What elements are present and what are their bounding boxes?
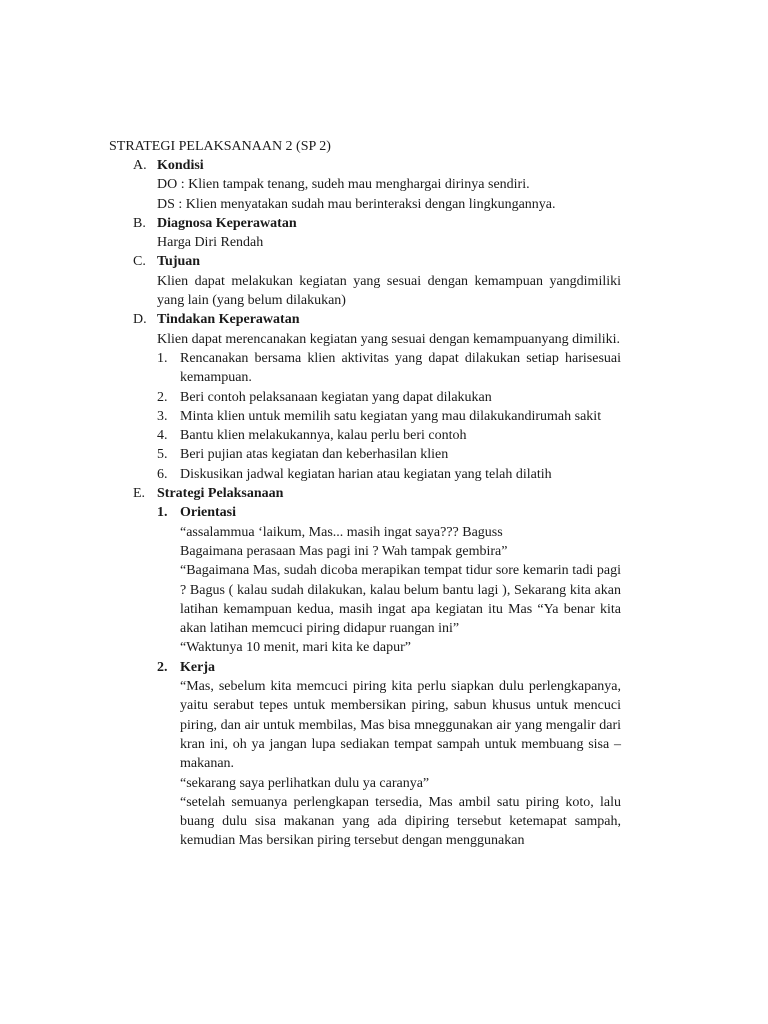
- subsection-number: 2.: [157, 659, 168, 675]
- section-heading: Tujuan: [157, 254, 201, 270]
- list-text: Beri contoh pelaksanaan kegiatan yang dapat dilakukan: [180, 389, 492, 405]
- section-d-header: [133, 310, 621, 329]
- kondisi-do: DO : Klien tampak tenang, sudeh mau menghargai dirinya sendiri.: [157, 177, 530, 193]
- orientasi-paragraph: “Bagaimana Mas, sudah dicoba merapikan tempat tidur sore kemarin tadi pagi ? Bagus ( kalau sudah dilakukan, kalau belum bantu lagi ), Sekarang kita akan latihan kemampuan kedua, masih ingat apa kegiatan itu Mas “Ya benar kita akan latihan memcuci piring didapur ruangan ini”: [180, 563, 621, 637]
- kerja-paragraph: “setelah semuanya perlengkapan tersedia, Mas ambil satu piring koto, lalu buang dulu sisa makanan yang ada dipiring tersebut ketemapat sampah, kemudian Mas bersikan piring tersebut dengan menggunakan: [180, 794, 621, 849]
- list-number: 6.: [157, 466, 168, 482]
- diagnosa-text: Harga Diri Rendah: [157, 235, 264, 251]
- subsection-orientasi-header: [157, 503, 621, 522]
- section-label: C.: [133, 254, 146, 270]
- list-text: Minta klien untuk memilih satu kegiatan yang mau dilakukandirumah sakit: [180, 408, 602, 424]
- section-c-header: [133, 252, 621, 271]
- list-item: [157, 349, 621, 388]
- list-number: 2.: [157, 389, 168, 405]
- list-number: 3.: [157, 408, 168, 424]
- orientasi-paragraph: “Waktunya 10 menit, mari kita ke dapur”: [180, 640, 411, 656]
- subsection-heading: Orientasi: [180, 505, 236, 521]
- list-number: 5.: [157, 447, 168, 463]
- page-title: STRATEGI PELAKSANAAN 2 (SP 2): [109, 139, 331, 154]
- subsection-heading: Kerja: [180, 659, 215, 675]
- section-heading: Strategi Pelaksanaan: [157, 486, 284, 502]
- list-text: Bantu klien melakukannya, kalau perlu beri contoh: [180, 428, 467, 444]
- list-number: 4.: [157, 428, 168, 444]
- section-a-header: [133, 156, 621, 175]
- section-heading: Kondisi: [157, 158, 204, 173]
- list-text: Rencanakan bersama klien aktivitas yang dapat dilakukan setiap harisesuai kemampuan.: [180, 350, 621, 386]
- list-item: [157, 426, 621, 445]
- list-item: [157, 407, 621, 426]
- subsection-kerja-header: [157, 658, 621, 677]
- section-label: E.: [133, 486, 146, 502]
- section-heading: Diagnosa Keperawatan: [157, 215, 297, 231]
- section-e-header: [133, 484, 621, 503]
- tindakan-intro: Klien dapat merencanakan kegiatan yang sesuai dengan kemampuanyang dimiliki.: [157, 331, 621, 347]
- list-number: 1.: [157, 350, 168, 366]
- section-label: D.: [133, 312, 147, 328]
- kondisi-ds: DS : Klien menyatakan sudah mau berinteraksi dengan lingkungannya.: [157, 196, 556, 212]
- list-text: Beri pujian atas kegiatan dan keberhasilan klien: [180, 447, 449, 463]
- list-item: [157, 388, 621, 407]
- section-label: B.: [133, 215, 146, 231]
- section-b-header: [133, 214, 621, 233]
- orientasi-paragraph: “assalammua ‘laikum, Mas... masih ingat saya??? Baguss: [180, 524, 503, 540]
- section-heading: Tindakan Keperawatan: [157, 312, 300, 328]
- list-item: [157, 445, 621, 464]
- kerja-paragraph: “sekarang saya perlihatkan dulu ya caranya”: [180, 775, 430, 791]
- section-label: A.: [133, 158, 147, 173]
- list-text: Diskusikan jadwal kegiatan harian atau kegiatan yang telah dilatih: [180, 466, 552, 482]
- kerja-paragraph: “Mas, sebelum kita memcuci piring kita perlu siapkan dulu perlengkapanya, yaitu serabut tepes untuk membersikan piring, sabun khusus untuk mencuci piring, dan air untuk membilas, Mas bisa mneggunakan air yang mengalir dari kran ini, oh ya jangan lupa sediakan tempat sampah untuk membuang sisa – makanan.: [180, 679, 621, 772]
- orientasi-paragraph: Bagaimana perasaan Mas pagi ini ? Wah tampak gembira”: [180, 543, 508, 559]
- subsection-number: 1.: [157, 505, 168, 521]
- list-item: [157, 465, 621, 484]
- document-body: [133, 156, 621, 851]
- tujuan-text: Klien dapat melakukan kegiatan yang sesuai dengan kemampuan yangdimiliki yang lain (yang belum dilakukan): [157, 273, 621, 309]
